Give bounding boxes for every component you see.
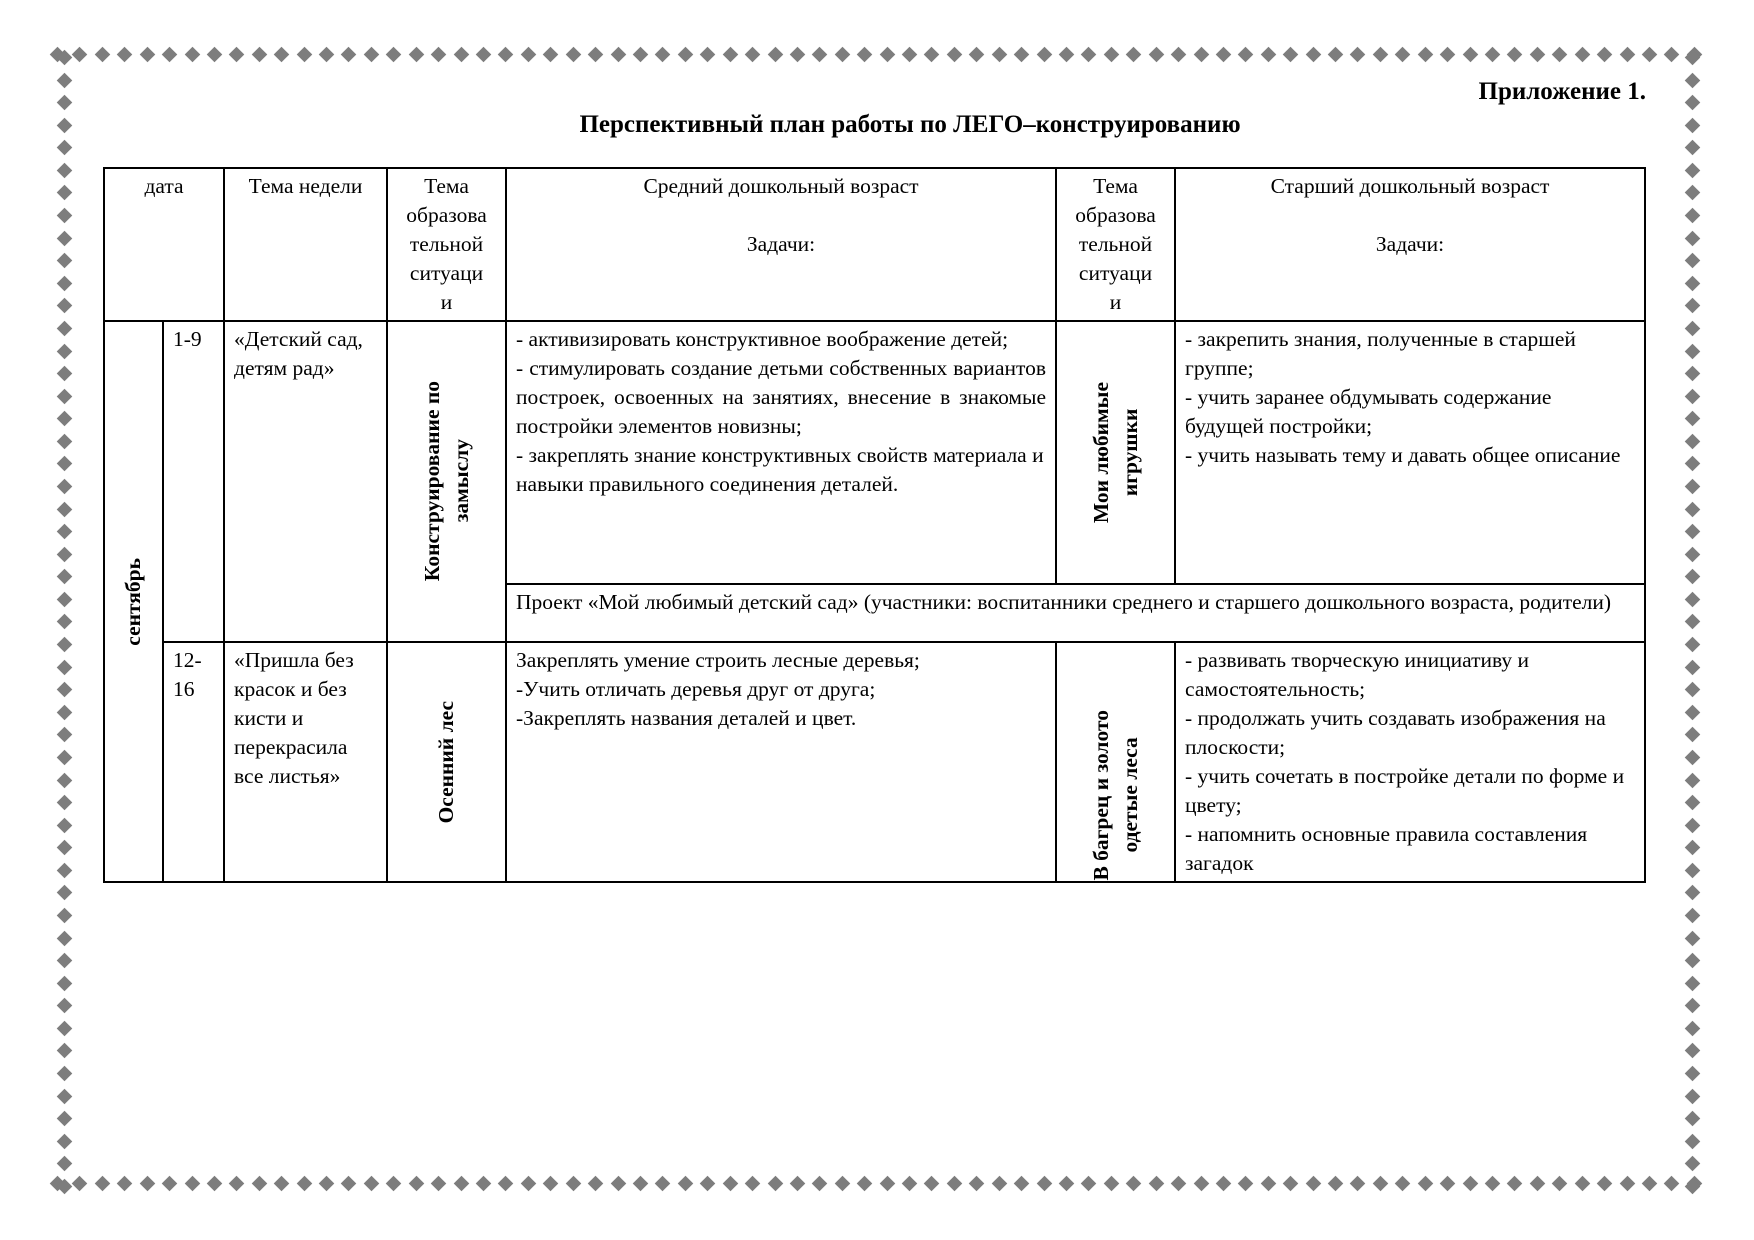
border-diamond: [1552, 1175, 1568, 1191]
border-diamond: [56, 479, 72, 495]
dates-cell: 1-9: [163, 321, 224, 642]
border-diamond: [1104, 1175, 1120, 1191]
border-diamond: [1014, 1175, 1030, 1191]
border-diamond: [1684, 772, 1700, 788]
border-diamond: [139, 1175, 155, 1191]
senior-tasks-cell: - закрепить знания, полученные в старшей группе; - учить заранее обдумывать содержание будущей постройки; - учить называть тему и давать общее описание: [1175, 321, 1645, 584]
border-diamond: [319, 1175, 335, 1191]
border-diamond: [56, 704, 72, 720]
border-diamond: [1684, 998, 1700, 1014]
border-bottom: [52, 1174, 1700, 1192]
border-diamond: [1350, 46, 1366, 62]
border-diamond: [1485, 46, 1501, 62]
border-diamond: [408, 46, 424, 62]
border-diamond: [1597, 46, 1613, 62]
border-diamond: [1664, 1175, 1680, 1191]
border-diamond: [56, 930, 72, 946]
border-diamond: [56, 1088, 72, 1104]
border-diamond: [1684, 930, 1700, 946]
border-diamond: [1440, 1175, 1456, 1191]
border-diamond: [1193, 46, 1209, 62]
border-diamond: [767, 46, 783, 62]
border-diamond: [95, 1175, 111, 1191]
border-diamond: [1216, 46, 1232, 62]
border-diamond: [1684, 479, 1700, 495]
table-header-row: [104, 168, 1645, 321]
border-diamond: [1684, 501, 1700, 517]
border-diamond: [1485, 1175, 1501, 1191]
border-diamond: [56, 885, 72, 901]
border-diamond: [1684, 95, 1700, 111]
border-diamond: [1684, 569, 1700, 585]
border-diamond: [1507, 1175, 1523, 1191]
border-diamond: [1059, 1175, 1075, 1191]
border-diamond: [1684, 366, 1700, 382]
border-diamond: [1684, 1088, 1700, 1104]
border-diamond: [386, 1175, 402, 1191]
border-diamond: [252, 46, 268, 62]
week-theme-cell: «Детский сад, детям рад»: [224, 321, 387, 642]
table-row: [104, 321, 1645, 584]
border-diamond: [767, 1175, 783, 1191]
border-diamond: [56, 1111, 72, 1127]
border-diamond: [1684, 637, 1700, 653]
border-diamond: [857, 1175, 873, 1191]
border-diamond: [56, 524, 72, 540]
border-diamond: [1440, 46, 1456, 62]
border-diamond: [1684, 388, 1700, 404]
border-diamond: [56, 659, 72, 675]
header-edu-situation-senior: Тема образова тельной ситуаци и: [1056, 168, 1175, 321]
border-diamond: [56, 1021, 72, 1037]
border-diamond: [521, 46, 537, 62]
border-diamond: [56, 50, 72, 66]
border-diamond: [1283, 46, 1299, 62]
border-diamond: [1684, 592, 1700, 608]
border-diamond: [1552, 46, 1568, 62]
border-diamond: [162, 46, 178, 62]
border-diamond: [229, 1175, 245, 1191]
border-diamond: [56, 817, 72, 833]
border-diamond: [610, 1175, 626, 1191]
border-diamond: [1104, 46, 1120, 62]
border-diamond: [1684, 253, 1700, 269]
border-diamond: [879, 1175, 895, 1191]
border-diamond: [207, 1175, 223, 1191]
border-diamond: [56, 321, 72, 337]
border-diamond: [1684, 456, 1700, 472]
header-middle-age: Средний дошкольный возраст Задачи:: [506, 168, 1056, 321]
middle-tasks-cell: Закреплять умение строить лесные деревья; -Учить отличать деревья друг от друга; -Закреплять названия деталей и цвет.: [506, 642, 1056, 882]
border-diamond: [1462, 46, 1478, 62]
border-diamond: [1417, 46, 1433, 62]
border-diamond: [969, 46, 985, 62]
border-diamond: [56, 230, 72, 246]
senior-situation-cell: В багрец и золото одетые леса: [1056, 642, 1175, 882]
border-diamond: [521, 1175, 537, 1191]
border-diamond: [1684, 614, 1700, 630]
border-diamond: [1014, 46, 1030, 62]
border-diamond: [56, 411, 72, 427]
border-diamond: [1036, 1175, 1052, 1191]
border-diamond: [56, 140, 72, 156]
border-diamond: [1684, 659, 1700, 675]
border-diamond: [565, 1175, 581, 1191]
project-cell: Проект «Мой любимый детский сад» (участники: воспитанники среднего и старшего дошкольного возраста, родители): [506, 584, 1645, 642]
border-diamond: [1684, 163, 1700, 179]
border-diamond: [1126, 1175, 1142, 1191]
border-diamond: [56, 276, 72, 292]
border-diamond: [476, 46, 492, 62]
border-diamond: [1684, 185, 1700, 201]
header-week-theme: Тема недели: [224, 168, 387, 321]
border-diamond: [924, 46, 940, 62]
border-diamond: [812, 46, 828, 62]
middle-situation-cell: Конструирование по замыслу: [387, 321, 506, 642]
border-diamond: [991, 1175, 1007, 1191]
border-diamond: [1261, 1175, 1277, 1191]
border-diamond: [1684, 434, 1700, 450]
border-diamond: [453, 46, 469, 62]
border-diamond: [184, 46, 200, 62]
border-diamond: [56, 975, 72, 991]
border-diamond: [588, 1175, 604, 1191]
border-diamond: [1081, 1175, 1097, 1191]
border-diamond: [1395, 1175, 1411, 1191]
border-diamond: [1507, 46, 1523, 62]
border-diamond: [1684, 795, 1700, 811]
border-diamond: [655, 1175, 671, 1191]
border-diamond: [56, 546, 72, 562]
border-diamond: [1684, 50, 1700, 66]
border-diamond: [56, 772, 72, 788]
border-diamond: [1148, 1175, 1164, 1191]
border-diamond: [700, 46, 716, 62]
border-diamond: [1684, 817, 1700, 833]
border-diamond: [1305, 46, 1321, 62]
border-diamond: [633, 46, 649, 62]
border-diamond: [56, 1066, 72, 1082]
border-diamond: [722, 46, 738, 62]
border-diamond: [1328, 1175, 1344, 1191]
border-diamond: [1684, 1021, 1700, 1037]
border-diamond: [56, 366, 72, 382]
border-diamond: [72, 1175, 88, 1191]
border-diamond: [1395, 46, 1411, 62]
border-diamond: [408, 1175, 424, 1191]
border-diamond: [1664, 46, 1680, 62]
border-diamond: [1684, 885, 1700, 901]
border-left: [55, 52, 73, 1192]
border-diamond: [543, 1175, 559, 1191]
border-diamond: [902, 1175, 918, 1191]
border-diamond: [56, 388, 72, 404]
border-diamond: [1373, 46, 1389, 62]
border-diamond: [453, 1175, 469, 1191]
senior-situation-cell: Мои любимые игрушки: [1056, 321, 1175, 584]
border-diamond: [95, 46, 111, 62]
border-diamond: [364, 46, 380, 62]
border-diamond: [56, 72, 72, 88]
border-diamond: [139, 46, 155, 62]
border-diamond: [56, 343, 72, 359]
border-diamond: [56, 1156, 72, 1172]
border-diamond: [1530, 1175, 1546, 1191]
border-diamond: [947, 46, 963, 62]
border-diamond: [1305, 1175, 1321, 1191]
border-diamond: [498, 1175, 514, 1191]
border-diamond: [1684, 546, 1700, 562]
month-label: сентябрь: [121, 557, 145, 646]
border-diamond: [700, 1175, 716, 1191]
border-diamond: [56, 434, 72, 450]
border-diamond: [1619, 46, 1635, 62]
border-diamond: [1328, 46, 1344, 62]
border-diamond: [56, 614, 72, 630]
appendix-label: Приложение 1.: [1478, 78, 1646, 105]
border-diamond: [1283, 1175, 1299, 1191]
border-diamond: [1684, 411, 1700, 427]
border-diamond: [1081, 46, 1097, 62]
border-diamond: [1684, 140, 1700, 156]
border-diamond: [1574, 46, 1590, 62]
border-diamond: [1261, 46, 1277, 62]
border-diamond: [1238, 46, 1254, 62]
border-diamond: [364, 1175, 380, 1191]
border-diamond: [252, 1175, 268, 1191]
border-diamond: [1238, 1175, 1254, 1191]
border-diamond: [1684, 908, 1700, 924]
border-top: [52, 45, 1700, 63]
border-diamond: [1684, 321, 1700, 337]
border-diamond: [1036, 46, 1052, 62]
border-right: [1683, 52, 1701, 1192]
border-diamond: [1684, 1043, 1700, 1059]
border-diamond: [633, 1175, 649, 1191]
border-diamond: [56, 253, 72, 269]
border-diamond: [1059, 46, 1075, 62]
border-diamond: [1684, 1133, 1700, 1149]
border-diamond: [56, 637, 72, 653]
border-diamond: [56, 1179, 72, 1195]
border-diamond: [1216, 1175, 1232, 1191]
border-diamond: [1530, 46, 1546, 62]
border-diamond: [879, 46, 895, 62]
header-date: дата: [104, 168, 224, 321]
border-diamond: [1684, 1111, 1700, 1127]
header-edu-situation-middle: Тема образова тельной ситуаци и: [387, 168, 506, 321]
border-diamond: [1684, 975, 1700, 991]
border-diamond: [56, 569, 72, 585]
border-diamond: [834, 46, 850, 62]
border-diamond: [56, 682, 72, 698]
border-diamond: [969, 1175, 985, 1191]
border-diamond: [722, 1175, 738, 1191]
border-diamond: [1171, 46, 1187, 62]
border-diamond: [924, 1175, 940, 1191]
border-diamond: [1684, 298, 1700, 314]
middle-tasks-cell: - активизировать конструктивное воображение детей; - стимулировать создание детьми собственных вариантов построек, освоенных на занятиях, внесение в знакомые постройки элементов новизны; - закреплять знание конструктивных свойств материала и навыки правильного соединения деталей.: [506, 321, 1056, 584]
border-diamond: [1126, 46, 1142, 62]
border-diamond: [498, 46, 514, 62]
border-diamond: [947, 1175, 963, 1191]
border-diamond: [56, 592, 72, 608]
border-diamond: [56, 208, 72, 224]
border-diamond: [56, 727, 72, 743]
border-diamond: [1684, 750, 1700, 766]
page-title: Перспективный план работы по ЛЕГО–конструированию: [579, 111, 1241, 138]
border-diamond: [834, 1175, 850, 1191]
border-diamond: [56, 163, 72, 179]
border-diamond: [543, 46, 559, 62]
border-diamond: [56, 795, 72, 811]
table-row: [104, 642, 1645, 882]
border-diamond: [1684, 208, 1700, 224]
border-diamond: [790, 46, 806, 62]
border-diamond: [1684, 682, 1700, 698]
border-diamond: [56, 298, 72, 314]
border-diamond: [1574, 1175, 1590, 1191]
border-diamond: [991, 46, 1007, 62]
border-diamond: [745, 1175, 761, 1191]
border-diamond: [565, 46, 581, 62]
border-diamond: [1684, 276, 1700, 292]
border-diamond: [790, 1175, 806, 1191]
border-diamond: [1684, 343, 1700, 359]
border-diamond: [1684, 704, 1700, 720]
border-diamond: [117, 46, 133, 62]
border-diamond: [1684, 524, 1700, 540]
border-diamond: [117, 1175, 133, 1191]
border-diamond: [56, 750, 72, 766]
week-theme-cell: «Пришла без красок и без кисти и перекрасила все листья»: [224, 642, 387, 882]
border-diamond: [1684, 72, 1700, 88]
border-diamond: [1684, 727, 1700, 743]
border-diamond: [296, 46, 312, 62]
border-diamond: [1462, 1175, 1478, 1191]
border-diamond: [857, 46, 873, 62]
border-diamond: [56, 185, 72, 201]
border-diamond: [296, 1175, 312, 1191]
border-diamond: [207, 46, 223, 62]
border-diamond: [431, 46, 447, 62]
border-diamond: [1642, 1175, 1658, 1191]
border-diamond: [56, 95, 72, 111]
border-diamond: [588, 46, 604, 62]
border-diamond: [1642, 46, 1658, 62]
border-diamond: [1193, 1175, 1209, 1191]
border-diamond: [678, 46, 694, 62]
header-senior-age: Старший дошкольный возраст Задачи:: [1175, 168, 1645, 321]
border-diamond: [56, 863, 72, 879]
border-diamond: [72, 46, 88, 62]
border-diamond: [229, 46, 245, 62]
border-diamond: [1619, 1175, 1635, 1191]
border-diamond: [274, 1175, 290, 1191]
border-diamond: [341, 1175, 357, 1191]
border-diamond: [319, 46, 335, 62]
border-diamond: [1684, 1066, 1700, 1082]
border-diamond: [902, 46, 918, 62]
border-diamond: [1373, 1175, 1389, 1191]
border-diamond: [1684, 1156, 1700, 1172]
border-diamond: [162, 1175, 178, 1191]
border-diamond: [56, 953, 72, 969]
border-diamond: [1597, 1175, 1613, 1191]
border-diamond: [56, 456, 72, 472]
border-diamond: [1684, 230, 1700, 246]
plan-table: [103, 167, 1646, 883]
border-diamond: [386, 46, 402, 62]
border-diamond: [1148, 46, 1164, 62]
border-diamond: [610, 46, 626, 62]
border-diamond: [1171, 1175, 1187, 1191]
border-diamond: [56, 998, 72, 1014]
border-diamond: [1684, 840, 1700, 856]
senior-tasks-cell: - развивать творческую инициативу и самостоятельность; - продолжать учить создавать изображения на плоскости; - учить сочетать в постройке детали по форме и цвету; - напомнить основные правила составления загадок: [1175, 642, 1645, 882]
border-diamond: [341, 46, 357, 62]
border-diamond: [56, 840, 72, 856]
border-diamond: [812, 1175, 828, 1191]
border-diamond: [1350, 1175, 1366, 1191]
border-diamond: [745, 46, 761, 62]
month-cell: [104, 321, 163, 882]
border-diamond: [184, 1175, 200, 1191]
border-diamond: [56, 501, 72, 517]
border-diamond: [56, 1133, 72, 1149]
dates-cell: 12- 16: [163, 642, 224, 882]
border-diamond: [1417, 1175, 1433, 1191]
border-diamond: [1684, 953, 1700, 969]
border-diamond: [56, 908, 72, 924]
border-diamond: [476, 1175, 492, 1191]
border-diamond: [56, 1043, 72, 1059]
border-diamond: [678, 1175, 694, 1191]
border-diamond: [274, 46, 290, 62]
border-diamond: [655, 46, 671, 62]
border-diamond: [431, 1175, 447, 1191]
border-diamond: [1684, 863, 1700, 879]
border-diamond: [1684, 1179, 1700, 1195]
middle-situation-cell: Осенний лес: [387, 642, 506, 882]
